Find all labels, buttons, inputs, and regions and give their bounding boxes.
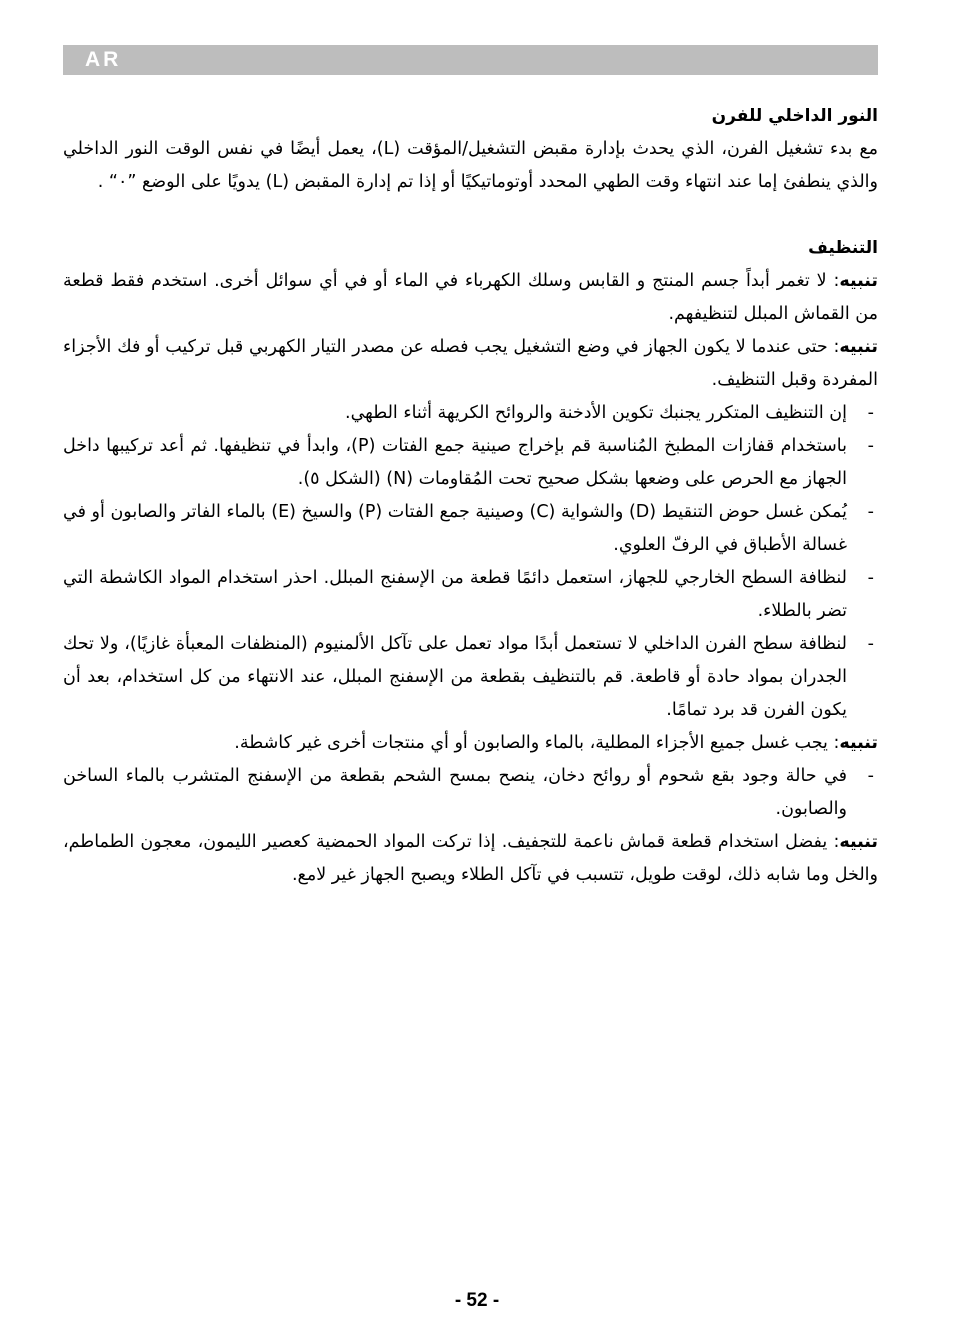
bullet-dash: - bbox=[867, 766, 874, 786]
list-item-text: في حالة وجود بقع شحوم أو روائح دخان، ينصح بمسح الشحم بقطعة من الإسفنج المتشرب بالماء الساخن والصابون. bbox=[63, 766, 847, 819]
bullet-dash: - bbox=[867, 568, 874, 588]
warning-label: تنبيه bbox=[839, 271, 878, 291]
warning-label: تنبيه bbox=[839, 337, 878, 357]
document-body bbox=[63, 100, 878, 892]
bullet-dash: - bbox=[867, 403, 874, 423]
list-item-text: يُمكن غسل حوض التنقيط (D) والشواية (C) وصينية جمع الفتات (P) والسيخ (E) بالماء الفاتر والصابون أو في غسالة الأطباق في الرفّ العلوي. bbox=[63, 502, 847, 555]
warning-text: : يفضل استخدام قطعة قماش ناعمة للتجفيف. إذا تركت المواد الحمضية كعصير الليمون، معجون الطماطم، والخل وما شابه ذلك، لوقت طويل، تتسبب في تآكل الطلاء ويصبح الجهاز غير لامع. bbox=[63, 832, 878, 885]
list-item bbox=[63, 397, 878, 430]
warning-label: تنبيه bbox=[839, 832, 878, 852]
warning-paragraph-2 bbox=[63, 331, 878, 397]
warning-label: تنبيه bbox=[839, 733, 878, 753]
page-number: - 52 - bbox=[454, 1290, 500, 1311]
warning-paragraph-4 bbox=[63, 826, 878, 892]
bullet-dash: - bbox=[867, 436, 874, 456]
list-item bbox=[63, 496, 878, 562]
warning-paragraph-1 bbox=[63, 265, 878, 331]
bullet-dash: - bbox=[867, 634, 874, 654]
language-header-bar bbox=[63, 45, 878, 75]
spacer bbox=[63, 199, 878, 232]
warning-paragraph-3 bbox=[63, 727, 878, 760]
list-item bbox=[63, 760, 878, 826]
warning-text: : لا تغمر أبداً جسم المنتج و القابس وسلك الكهرباء في الماء أو في أي سوائل أخرى. استخدم فقط قطعة من القماش المبلل لتنظيفهم. bbox=[63, 271, 878, 324]
list-item bbox=[63, 562, 878, 628]
bullet-dash: - bbox=[867, 502, 874, 522]
section-title-cleaning: التنظيف bbox=[808, 238, 878, 258]
warning-text: : حتى عندما لا يكون الجهاز في وضع التشغيل يجب فصله عن مصدر التيار الكهربي قبل تركيب أو فك الأجزاء المفردة وقبل التنظيف. bbox=[63, 337, 878, 390]
section-title-oven-light: النور الداخلي للفرن bbox=[711, 106, 878, 126]
list-item-text: لنظافة السطح الخارجي للجهاز، استعمل دائمًا قطعة من الإسفنج المبلل. احذر استخدام المواد الكاشطة التي تضر بالطلاء. bbox=[63, 568, 847, 621]
list-item bbox=[63, 628, 878, 727]
warning-text: : يجب غسل جميع الأجزاء المطلية، بالماء والصابون أو أي منتجات أخرى غير كاشطة. bbox=[234, 733, 840, 753]
language-code: AR bbox=[85, 48, 122, 71]
oven-light-paragraph: مع بدء تشغيل الفرن، الذي يحدث بإدارة مقبض التشغيل/المؤقت (L)، يعمل أيضًا في نفس الوقت النور الداخلي والذي ينطفئ إما عند انتهاء وقت الطهي المحدد أوتوماتيكيًا أو إذا تم إدارة المقبض (L) يدويًا على الوضع ”٠“ . bbox=[63, 139, 879, 192]
list-item-text: إن التنظيف المتكرر يجنبك تكوين الأدخنة والروائح الكريهة أثناء الطهي. bbox=[345, 403, 847, 423]
list-item-text: لنظافة سطح الفرن الداخلي لا تستعمل أبدًا مواد تعمل على تآكل الألمنيوم (المنظفات المعبأة غازيًا)، ولا تحك الجدران بمواد حادة أو قاطعة. قم بالتنظيف بقطعة من الإسفنج المبلل، عند الانتهاء من كل استخدام، بعد أن يكون الفرن قد برد تمامًا. bbox=[63, 634, 847, 720]
list-item bbox=[63, 430, 878, 496]
list-item-text: باستخدام قفازات المطبخ المُناسبة قم بإخراج صينية جمع الفتات (P)، وابدأ في تنظيفها. ثم أعد تركيبها داخل الجهاز مع الحرص على وضعها بشكل صحيح تحت المُقاومات (N) (الشكل ٥). bbox=[63, 436, 847, 489]
